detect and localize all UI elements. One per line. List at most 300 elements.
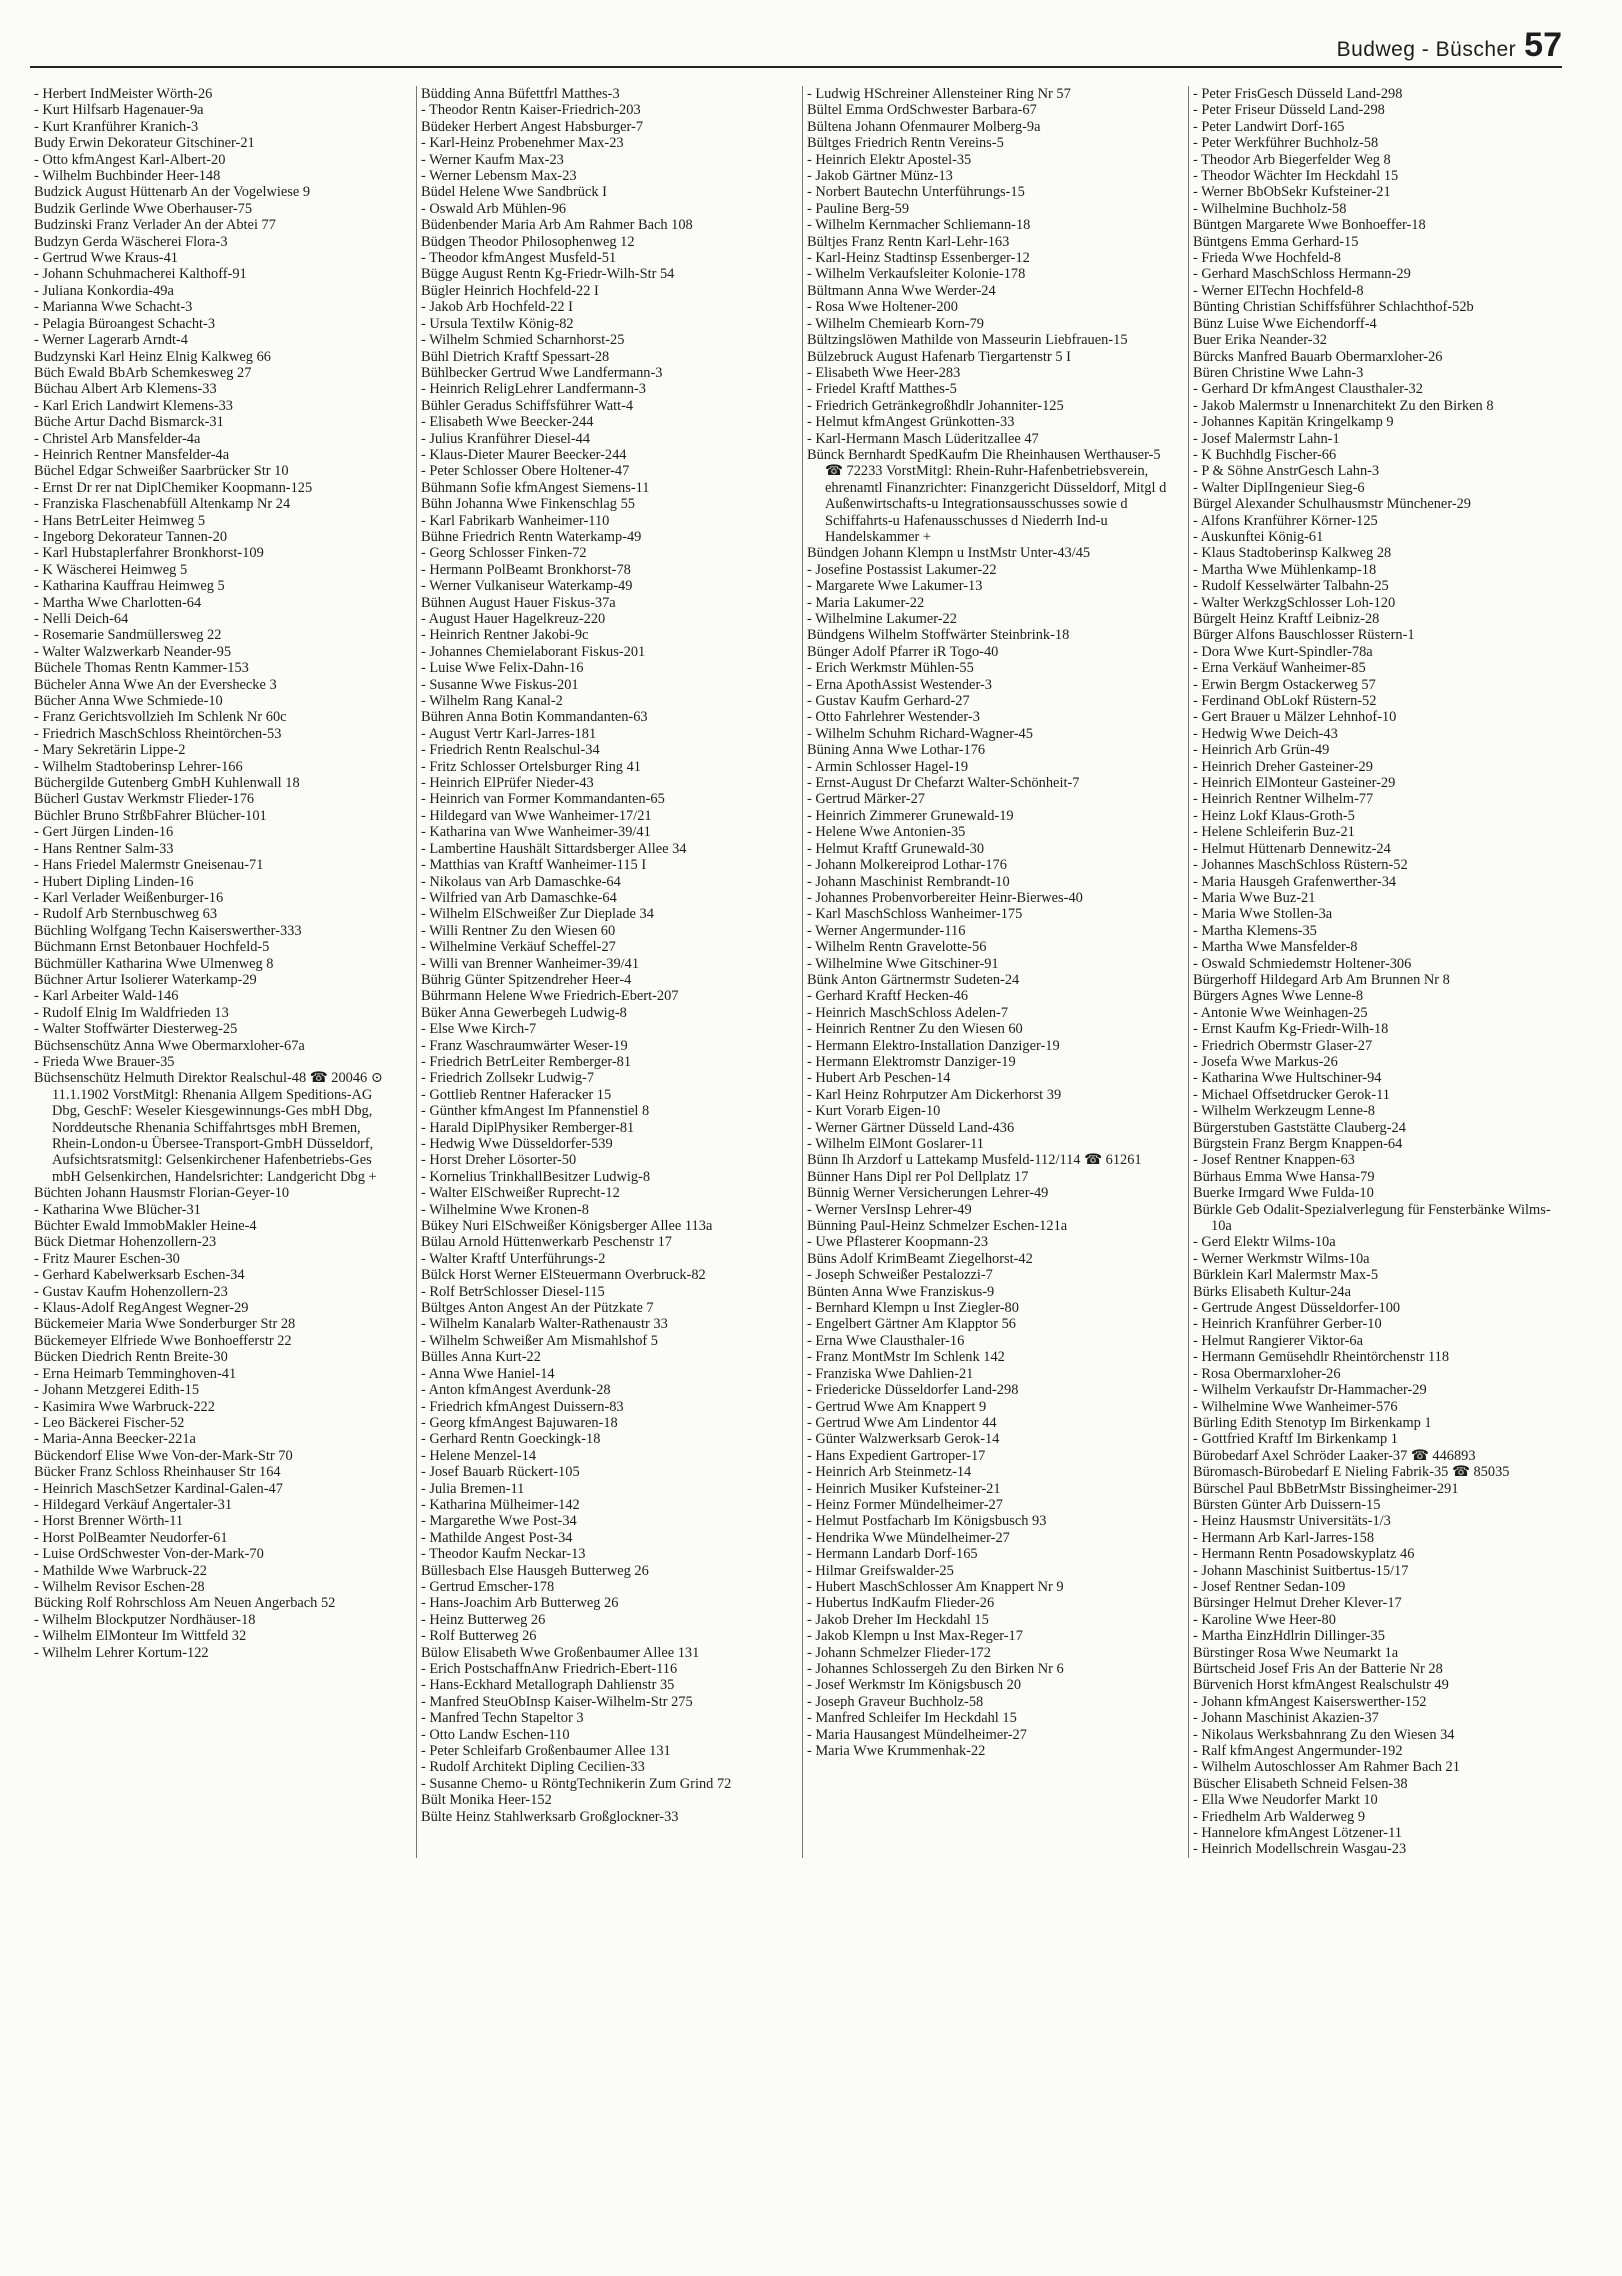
directory-entry: Bünck Bernhardt SpedKaufm Die Rheinhausen Werthauser-5 ☎ 72233 VorstMitgl: Rhein-Ruhr-Hafenbetriebsverein, ehrenamtl Finanzrichter: Finanzgericht Düsseldorf, Mitgl d Außenwirtschafts-u Integrationsausschusses sowie d Schiffahrts-u Hafenausschusses d Niederrh Ind-u Handelskammer + [807,446,1167,545]
directory-entry: - Nikolaus van Arb Damaschke-64 [421,873,621,890]
directory-entry: Bülte Heinz Stahlwerksarb Großglockner-33 [421,1808,679,1825]
directory-entry: Büchling Wolfgang Techn Kaiserswerther-333 [34,922,302,939]
directory-entry: - Maria-Anna Beecker-221a [34,1431,196,1448]
directory-entry: - Gertrud Märker-27 [807,791,925,808]
directory-entry: - Franz Gerichtsvollzieh Im Schlenk Nr 60c [34,709,287,726]
directory-entry: - Mathilde Angest Post-34 [421,1529,573,1546]
directory-entry: - Hubert Arb Peschen-14 [807,1070,951,1087]
directory-entry: Büchau Albert Arb Klemens-33 [34,381,217,398]
directory-entry: - Hermann Gemüsehdlr Rheintörchenstr 118 [1193,1349,1450,1366]
directory-entry: - Josef Rentner Knappen-63 [1193,1152,1355,1169]
directory-entry: Bühmann Sofie kfmAngest Siemens-11 [421,479,650,496]
directory-entry: - Wilhelmine Wwe Wanheimer-576 [1193,1398,1398,1415]
directory-entry: - Kurt Kranführer Kranich-3 [34,118,199,135]
directory-entry: - Heinrich MaschSchloss Adelen-7 [807,1004,1009,1021]
directory-entry: - Friedrich Obermstr Glaser-27 [1193,1037,1373,1054]
directory-entry: - Friedhelm Arb Walderweg 9 [1193,1808,1366,1825]
directory-entry: Bünner Hans Dipl rer Pol Dellplatz 17 [807,1168,1029,1185]
directory-entry: Bürkle Geb Odalit-Spezialverlegung für Fensterbänke Wilms-10a [1193,1201,1551,1235]
directory-entry: - Theodor Arb Biegerfelder Weg 8 [1193,151,1391,168]
directory-entry: - Maria Hausangest Mündelheimer-27 [807,1726,1027,1743]
directory-entry: Bücheler Anna Wwe An der Evershecke 3 [34,676,277,693]
directory-entry: Bülow Elisabeth Wwe Großenbaumer Allee 131 [421,1644,700,1661]
directory-entry: - Franziska Wwe Dahlien-21 [807,1365,974,1382]
directory-column-1 [30,86,404,1858]
directory-entry: - Jakob Klempn u Inst Max-Reger-17 [807,1628,1023,1645]
directory-entry: Büdgen Theodor Philosophenweg 12 [421,233,635,250]
directory-entry: - Jakob Dreher Im Heckdahl 15 [807,1611,989,1628]
directory-entry: Büchter Ewald ImmobMakler Heine-4 [34,1218,257,1235]
directory-entry: - Gertrude Angest Düsseldorfer-100 [1193,1300,1401,1317]
directory-column-3 [802,86,1176,1858]
directory-entry: Bühn Johanna Wwe Finkenschlag 55 [421,496,635,513]
directory-entry: - Johannes Probenvorbereiter Heinr-Bierwes-40 [807,889,1083,906]
directory-entry: - Wilhelmine Lakumer-22 [807,611,957,627]
directory-entry: Budzyn Gerda Wäscherei Flora-3 [34,233,228,250]
directory-entry: - Fritz Schlosser Ortelsburger Ring 41 [421,758,641,775]
directory-entry: Bückemeyer Elfriede Wwe Bonhoefferstr 22 [34,1332,292,1349]
directory-entry: - Hermann PolBeamt Bronkhorst-78 [421,561,631,578]
directory-entry: - Erna ApothAssist Westender-3 [807,676,992,693]
directory-entry: - Karl Erich Landwirt Klemens-33 [34,397,234,414]
directory-entry: - Johannes Kapitän Kringelkamp 9 [1193,414,1394,431]
directory-entry: - Peter Werkführer Buchholz-58 [1193,135,1379,152]
directory-entry: Bürvenich Horst kfmAngest Realschulstr 49 [1193,1677,1449,1694]
directory-entry: - Hedwig Wwe Düsseldorfer-539 [421,1136,613,1152]
directory-entry: - Kornelius TrinkhallBesitzer Ludwig-8 [421,1168,651,1185]
directory-entry: Büchsenschütz Anna Wwe Obermarxloher-67a [34,1037,305,1054]
directory-entry: Büchsenschütz Helmuth Direktor Realschul-48 ☎ 20046 ⊙ 11.1.1902 VorstMitgl: Rhenania Allgem Speditions-AG Dbg, GeschF: Weseler Kiesgewinnungs-Ges mbH Dbg, Norddeutsche Rhenania Schiffahrtsges mbH Bremen, Rhein-London-u Übersee-Transport-GmbH Düsseldorf, Aufsichtsratsmitgl: Gelsenkirchener Hafenbetriebs-Ges mbH Gelsenkirchen, Handelsrichter: Landgericht Dbg + [34,1070,383,1185]
directory-entry: - Rudolf Architekt Dipling Cecilien-33 [421,1759,645,1776]
directory-entry: - Johann Maschinist Rembrandt-10 [807,873,1010,890]
directory-entry: - Antonie Wwe Weinhagen-25 [1193,1004,1368,1021]
directory-entry: Bürgerstuben Gaststätte Clauberg-24 [1193,1119,1406,1136]
directory-entry: Bülzebruck August Hafenarb Tiergartenstr 5 I [807,348,1071,365]
directory-entry: - Michael Offsetdrucker Gerok-11 [1193,1086,1390,1103]
directory-entry: - Rosa Wwe Holtener-200 [807,299,958,316]
directory-entry: - Johann Schuhmacherei Kalthoff-91 [34,266,247,283]
directory-entry: - Maria Lakumer-22 [807,594,925,611]
directory-entry: - Gerhard MaschSchloss Hermann-29 [1193,266,1411,283]
directory-entry: - Leo Bäckerei Fischer-52 [34,1414,185,1431]
directory-entry: - Bernhard Klempn u Inst Ziegler-80 [807,1300,1019,1317]
directory-entry: - Walter WerkzgSchlosser Loh-120 [1193,594,1396,611]
directory-entry: - Katharina Wwe Hultschiner-94 [1193,1070,1382,1087]
directory-entry: - Josefine Postassist Lakumer-22 [807,561,997,578]
directory-entry: - Heinrich Rentner Mansfelder-4a [34,446,230,463]
directory-entry: Bücken Diedrich Rentn Breite-30 [34,1349,228,1366]
directory-entry: - Wilfried van Arb Damaschke-64 [421,889,617,906]
directory-entry: Bültges Anton Angest An der Pützkate 7 [421,1300,654,1317]
directory-entry: - Johannes Chemielaborant Fiskus-201 [421,643,646,660]
directory-entry: - Ludwig HSchreiner Allensteiner Ring Nr 57 [807,86,1071,102]
directory-entry: Bültzingslöwen Mathilde von Masseurin Liebfrauen-15 [807,332,1128,349]
directory-entry: - Heinrich Dreher Gasteiner-29 [1193,758,1373,775]
directory-entry: - Kurt Hilfsarb Hagenauer-9a [34,102,204,119]
directory-entry: Büntgens Emma Gerhard-15 [1193,233,1359,250]
directory-entry: - Hedwig Wwe Deich-43 [1193,725,1338,742]
directory-entry: - Wilhelm ElMont Goslarer-11 [807,1136,984,1152]
directory-entry: Bürsinger Helmut Dreher Klever-17 [1193,1595,1402,1612]
directory-entry: - Maria Hausgeh Grafenwerther-34 [1193,873,1397,890]
directory-entry: - Josef Malermstr Lahn-1 [1193,430,1340,447]
directory-entry: Bürklein Karl Malermstr Max-5 [1193,1267,1379,1284]
directory-entry: - Hubertus IndKaufm Flieder-26 [807,1595,995,1612]
directory-entry: - Dora Wwe Kurt-Spindler-78a [1193,643,1373,660]
directory-entry: Bültges Friedrich Rentn Vereins-5 [807,135,1004,152]
directory-entry: - Christel Arb Mansfelder-4a [34,430,201,447]
directory-entry: - Heinrich Arb Steinmetz-14 [807,1464,972,1481]
directory-entry: Bürcks Manfred Bauarb Obermarxloher-26 [1193,348,1443,365]
directory-entry: - Martha Klemens-35 [1193,922,1317,939]
directory-entry: - Rudolf Arb Sternbuschweg 63 [34,906,218,923]
directory-entry: - Gert Brauer u Mälzer Lehnhof-10 [1193,709,1397,726]
directory-entry: - Georg Schlosser Finken-72 [421,545,587,562]
directory-entry: - Gertrud Wwe Am Knappert 9 [807,1398,987,1415]
directory-entry: - Walter Stoffwärter Diesterweg-25 [34,1021,238,1038]
directory-entry: - Hans-Joachim Arb Butterweg 26 [421,1595,619,1612]
directory-entry: - Johann Molkereiprod Lothar-176 [807,857,1007,874]
directory-entry: Büllesbach Else Hausgeh Butterweg 26 [421,1562,649,1579]
directory-entry: - Walter DiplIngenieur Sieg-6 [1193,479,1365,496]
directory-entry: - Karl-Heinz Stadtinsp Essenberger-12 [807,250,1030,267]
directory-entry: - Julia Bremen-11 [421,1480,525,1497]
directory-entry: Bügge August Rentn Kg-Friedr-Wilh-Str 54 [421,266,675,283]
directory-entry: Bünn Ih Arzdorf u Lattekamp Musfeld-112/114 ☎ 61261 [807,1152,1142,1169]
directory-entry: Bühlbecker Gertrud Wwe Landfermann-3 [421,364,663,381]
directory-entry: - K Wäscherei Heimweg 5 [34,561,188,578]
directory-entry: - Heinrich Kranführer Gerber-10 [1193,1316,1382,1333]
directory-entry: - Manfred Techn Stapeltor 3 [421,1710,584,1727]
directory-entry: Bühren Anna Botin Kommandanten-63 [421,709,648,726]
directory-entry: - Heinrich Zimmerer Grunewald-19 [807,807,1014,824]
directory-entry: - Karl Heinz Rohrputzer Am Dickerhorst 39 [807,1086,1062,1103]
directory-entry: Büscher Elisabeth Schneid Felsen-38 [1193,1775,1408,1792]
directory-entry: - Johann Metzgerei Edith-15 [34,1382,200,1399]
directory-entry: Büdeker Herbert Angest Habsburger-7 [421,118,644,135]
directory-entry: Bürhaus Emma Wwe Hansa-79 [1193,1168,1375,1185]
directory-entry: - Marianna Wwe Schacht-3 [34,299,193,316]
directory-entry: - Margarete Wwe Lakumer-13 [807,578,983,595]
directory-entry: - Friedrich Getränkegroßhdlr Johanniter-125 [807,397,1064,414]
directory-entry: Budzinski Franz Verlader An der Abtei 77 [34,217,276,234]
directory-entry: - Friedrich Zollsekr Ludwig-7 [421,1070,595,1087]
directory-entry: Bürgstein Franz Bergm Knappen-64 [1193,1136,1403,1152]
directory-entry: - Gertrud Wwe Kraus-41 [34,250,178,267]
directory-entry: Bültel Emma OrdSchwester Barbara-67 [807,102,1037,119]
directory-entry: - Werner VersInsp Lehrer-49 [807,1201,972,1218]
directory-entry: - Erna Wwe Clausthaler-16 [807,1332,965,1349]
directory-entry: - Luise Wwe Felix-Dahn-16 [421,660,584,677]
directory-entry: Bührmann Helene Wwe Friedrich-Ebert-207 [421,988,679,1005]
directory-entry: - Julius Kranführer Diesel-44 [421,430,591,447]
directory-entry: - Gottlieb Rentner Haferacker 15 [421,1086,612,1103]
directory-entry: - Hans Expedient Gartroper-17 [807,1447,986,1464]
directory-entry: - Oswald Arb Mühlen-96 [421,200,567,217]
directory-entry: - Jakob Malermstr u Innenarchitekt Zu den Birken 8 [1193,397,1494,414]
directory-entry: - Theodor Kaufm Neckar-13 [421,1546,586,1563]
directory-entry: Büker Anna Gewerbegeh Ludwig-8 [421,1004,627,1021]
directory-entry: - Hermann Rentn Posadowskyplatz 46 [1193,1546,1415,1563]
directory-entry: - Peter Landwirt Dorf-165 [1193,118,1345,135]
directory-entry: - Günter Walzwerksarb Gerok-14 [807,1431,1000,1448]
directory-entry: - Gerhard Rentn Goeckingk-18 [421,1431,601,1448]
directory-entry: - Hermann Elektromstr Danziger-19 [807,1053,1016,1070]
directory-entry: - Karl MaschSchloss Wanheimer-175 [807,906,1023,923]
directory-entry: - Pauline Berg-59 [807,200,910,217]
directory-entry: - Heinrich ReligLehrer Landfermann-3 [421,381,646,398]
directory-entry: - Frieda Wwe Hochfeld-8 [1193,250,1341,267]
directory-entry: - Lambertine Haushält Sittardsberger Allee 34 [421,840,687,857]
directory-entry: - Anton kfmAngest Averdunk-28 [421,1382,611,1399]
directory-entry: Bültena Johann Ofenmaurer Molberg-9a [807,118,1041,135]
directory-entry: - Heinrich ElMonteur Gasteiner-29 [1193,775,1396,792]
directory-entry: - Peter FrisGesch Düsseld Land-298 [1193,86,1403,102]
directory-entry: Buer Erika Neander-32 [1193,332,1327,349]
directory-entry: - Peter Schlosser Obere Holtener-47 [421,463,630,480]
directory-entry: - Hilmar Greifswalder-25 [807,1562,954,1579]
directory-entry: - Heinz Butterweg 26 [421,1611,546,1628]
directory-entry: - Klaus-Dieter Maurer Beecker-244 [421,446,627,463]
directory-entry: - Wilhelm Rang Kanal-2 [421,693,563,710]
directory-entry: Büchel Edgar Schweißer Saarbrücker Str 10 [34,463,289,480]
directory-entry: Bürobedarf Axel Schröder Laaker-37 ☎ 446893 [1193,1447,1476,1464]
directory-entry: Büdel Helene Wwe Sandbrück I [421,184,607,201]
directory-entry: - Ursula Textilw König-82 [421,315,574,332]
directory-entry: - Rolf Butterweg 26 [421,1628,537,1645]
directory-entry: - Juliana Konkordia-49a [34,282,174,299]
directory-entry: - Jakob Arb Hochfeld-22 I [421,299,573,316]
directory-entry: - Gerhard Dr kfmAngest Clausthaler-32 [1193,381,1423,398]
directory-entry: Bülles Anna Kurt-22 [421,1349,541,1366]
directory-entry: Büch Ewald BbArb Schemkesweg 27 [34,364,252,381]
directory-entry: - Wilhelm Buchbinder Heer-148 [34,168,221,185]
directory-entry: - Walter Kraftf Unterführungs-2 [421,1250,606,1267]
directory-entry: - Helmut Rangierer Viktor-6a [1193,1332,1364,1349]
directory-entry: - Gottfried Kraftf Im Birkenkamp 1 [1193,1431,1399,1448]
directory-entry: - Helene Menzel-14 [421,1447,537,1464]
directory-entry: - Karl Fabrikarb Wanheimer-110 [421,512,610,529]
directory-entry: - Walter Walzwerkarb Neander-95 [34,643,232,660]
directory-entry: - Wilhelm Schmied Scharnhorst-25 [421,332,625,349]
directory-entry: - Hildegard van Wwe Wanheimer-17/21 [421,807,652,824]
directory-entry: Budzick August Hüttenarb An der Vogelwiese 9 [34,184,311,201]
directory-entry: - Auskunftei König-61 [1193,528,1324,545]
directory-entry: Bühne Friedrich Rentn Waterkamp-49 [421,528,642,545]
directory-entry: - Otto Landw Eschen-110 [421,1726,570,1743]
directory-entry: Büchler Bruno StrßbFahrer Blücher-101 [34,807,267,824]
directory-entry: - Horst Brenner Wörth-11 [34,1513,184,1530]
directory-entry: - Gerd Elektr Wilms-10a [1193,1234,1336,1251]
directory-entry: - Wilhelm Werkzeugm Lenne-8 [1193,1103,1375,1120]
directory-entry: Bürks Elisabeth Kultur-24a [1193,1283,1351,1300]
directory-entry: Bürgerhoff Hildegard Arb Am Brunnen Nr 8 [1193,971,1450,988]
directory-entry: Bügler Heinrich Hochfeld-22 I [421,282,599,299]
directory-entry: Bürling Edith Stenotyp Im Birkenkamp 1 [1193,1414,1432,1431]
directory-entry: - Wilhelm Lehrer Kortum-122 [34,1644,209,1661]
directory-entry: - Erna Verkäuf Wanheimer-85 [1193,660,1366,677]
directory-entry: - Rolf BetrSchlosser Diesel-115 [421,1283,605,1300]
directory-entry: - Uwe Pflasterer Koopmann-23 [807,1234,989,1251]
directory-entry: - Ferdinand ObLokf Rüstern-52 [1193,693,1377,710]
running-title: Budweg - Büscher [1336,38,1517,61]
directory-entry: Bünnig Werner Versicherungen Lehrer-49 [807,1185,1049,1202]
directory-entry: - Josef Werkmstr Im Königsbusch 20 [807,1677,1022,1694]
directory-entry: - Hans Friedel Malermstr Gneisenau-71 [34,857,264,874]
directory-entry: - Heinz Former Mündelheimer-27 [807,1496,1003,1513]
directory-entry: - Horst Dreher Lösorter-50 [421,1152,577,1169]
directory-entry: - Werner Gärtner Düsseld Land-436 [807,1119,1015,1136]
directory-entry: Bücherl Gustav Werkmstr Flieder-176 [34,791,255,808]
directory-entry: - Ingeborg Dekorateur Tannen-20 [34,528,228,545]
directory-entry: - Heinrich Arb Grün-49 [1193,742,1330,759]
directory-entry: - Ralf kfmAngest Angermunder-192 [1193,1743,1403,1760]
directory-entry: Bünting Christian Schiffsführer Schlachthof-52b [1193,299,1474,316]
directory-entry: Bückemeier Maria Wwe Sonderburger Str 28 [34,1316,296,1333]
directory-entry: Bükey Nuri ElSchweißer Königsberger Allee 113a [421,1218,713,1235]
directory-entry: - Helene Schleiferin Buz-21 [1193,824,1355,841]
directory-entry: - Gert Jürgen Linden-16 [34,824,174,841]
directory-entry: - Heinrich ElPrüfer Nieder-43 [421,775,594,792]
directory-entry: - Gertrud Wwe Am Lindentor 44 [807,1414,997,1431]
directory-entry: Büns Adolf KrimBeamt Ziegelhorst-42 [807,1250,1033,1267]
directory-entry: - Franz MontMstr Im Schlenk 142 [807,1349,1005,1366]
directory-entry: - August Vertr Karl-Jarres-181 [421,725,597,742]
directory-entry: - Karl Arbeiter Wald-146 [34,988,179,1005]
directory-entry: Büren Christine Wwe Lahn-3 [1193,364,1364,381]
directory-entry: - Willi van Brenner Wanheimer-39/41 [421,955,640,972]
directory-column-2 [416,86,790,1858]
directory-entry: Bücker Franz Schloss Rheinhauser Str 164 [34,1464,281,1481]
directory-entry: Büchmann Ernst Betonbauer Hochfeld-5 [34,939,270,956]
directory-entry: - Heinrich Rentner Jakobi-9c [421,627,589,644]
directory-entry: - Erich Werkmstr Mühlen-55 [807,660,974,677]
directory-entry: - Matthias van Kraftf Wanheimer-115 I [421,857,647,874]
directory-entry: - Klaus-Adolf RegAngest Wegner-29 [34,1300,249,1317]
directory-entry: Bühl Dietrich Kraftf Spessart-28 [421,348,610,365]
directory-entry: - August Hauer Hagelkreuz-220 [421,611,606,627]
directory-entry: - Helmut Postfacharb Im Königsbusch 93 [807,1513,1047,1530]
directory-entry: - Martha EinzHdlrin Dillinger-35 [1193,1628,1385,1645]
directory-entry: - Wilhelmine Wwe Gitschiner-91 [807,955,999,972]
directory-entry: - Wilhelmine Wwe Kronen-8 [421,1201,589,1218]
directory-entry: Bürger Alfons Bauschlosser Rüstern-1 [1193,627,1415,644]
directory-entry: Buerke Irmgard Wwe Fulda-10 [1193,1185,1374,1202]
directory-entry: - Luise OrdSchwester Von-der-Mark-70 [34,1546,264,1563]
directory-entry: - Rosa Obermarxloher-26 [1193,1365,1341,1382]
directory-entry: - Heinrich Rentner Wilhelm-77 [1193,791,1374,808]
directory-entry: - Rosemarie Sandmüllersweg 22 [34,627,222,644]
directory-entry: - Friedrich kfmAngest Duissern-83 [421,1398,624,1415]
directory-columns [30,86,1562,1858]
directory-entry: - Wilhelmine Buchholz-58 [1193,200,1347,217]
directory-entry: - Heinrich Rentner Zu den Wiesen 60 [807,1021,1023,1038]
directory-entry: - Alfons Kranführer Körner-125 [1193,512,1378,529]
directory-entry: Bündgen Johann Klempn u InstMstr Unter-43/45 [807,545,1091,562]
directory-entry: Bürgers Agnes Wwe Lenne-8 [1193,988,1364,1005]
directory-entry: - Martha Wwe Mühlenkamp-18 [1193,561,1377,578]
directory-entry: - Wilhelm Schuhm Richard-Wagner-45 [807,725,1033,742]
directory-entry: - P & Söhne AnstrGesch Lahn-3 [1193,463,1380,480]
directory-entry: - Heinrich MaschSetzer Kardinal-Galen-47 [34,1480,283,1497]
directory-entry: - Joseph Graveur Buchholz-58 [807,1693,984,1710]
directory-entry: - Wilhelm Kernmacher Schliemann-18 [807,217,1031,234]
directory-entry: Budzik Gerlinde Wwe Oberhauser-75 [34,200,253,217]
directory-entry: - Hermann Arb Karl-Jarres-158 [1193,1529,1375,1546]
directory-entry: - Rudolf Kesselwärter Talbahn-25 [1193,578,1389,595]
directory-entry: - Friedrich MaschSchloss Rheintörchen-53 [34,725,282,742]
directory-entry: - Mary Sekretärin Lippe-2 [34,742,186,759]
directory-entry: - Johann Maschinist Akazien-37 [1193,1710,1379,1727]
directory-entry: - Wilhelm Kanalarb Walter-Rathenaustr 33 [421,1316,668,1333]
running-header [1337,28,1562,68]
directory-entry: - Georg kfmAngest Bajuwaren-18 [421,1414,618,1431]
directory-entry: - Maria Wwe Buz-21 [1193,889,1316,906]
directory-entry: - Maria Wwe Krummenhak-22 [807,1743,986,1760]
directory-entry: - Gustav Kaufm Hohenzollern-23 [34,1283,228,1300]
directory-entry: - Wilhelm Revisor Eschen-28 [34,1578,205,1595]
directory-entry: - Ernst-August Dr Chefarzt Walter-Schönheit-7 [807,775,1080,792]
directory-entry: - Helmut Hüttenarb Dennewitz-24 [1193,840,1391,857]
directory-entry: - Hendrika Wwe Mündelheimer-27 [807,1529,1010,1546]
directory-entry: - Günther kfmAngest Im Pfannenstiel 8 [421,1103,650,1120]
directory-entry: - Josef Bauarb Rückert-105 [421,1464,580,1481]
directory-entry: - Fritz Maurer Eschen-30 [34,1250,180,1267]
page-number: 57 [1524,26,1562,64]
directory-entry: Bühler Geradus Schiffsführer Watt-4 [421,397,634,414]
directory-entry: - Heinrich Elektr Apostel-35 [807,151,972,168]
directory-entry: - Heinz Lokf Klaus-Groth-5 [1193,807,1355,824]
directory-entry: - Friedrich Rentn Realschul-34 [421,742,600,759]
directory-entry: - Gertrud Emscher-178 [421,1578,555,1595]
directory-entry: - Wilhelm Chemiearb Korn-79 [807,315,984,332]
directory-entry: - Hubert MaschSchlosser Am Knappert Nr 9 [807,1578,1064,1595]
directory-entry: - Wilhelm Blockputzer Nordhäuser-18 [34,1611,256,1628]
directory-entry: Bültjes Franz Rentn Karl-Lehr-163 [807,233,1010,250]
directory-entry: - Josefa Wwe Markus-26 [1193,1053,1338,1070]
directory-entry: - Hannelore kfmAngest Lötzener-11 [1193,1825,1402,1842]
directory-entry: - Wilhelm Autoschlosser Am Rahmer Bach 21 [1193,1759,1460,1776]
directory-entry: - K Buchhdlg Fischer-66 [1193,446,1337,463]
directory-entry: Bühnen August Hauer Fiskus-37a [421,594,616,611]
directory-entry: - Gustav Kaufm Gerhard-27 [807,693,970,710]
directory-entry: - Hans BetrLeiter Heimweg 5 [34,512,206,529]
directory-column-4 [1188,86,1562,1858]
directory-entry: - Katharina Mülheimer-142 [421,1496,580,1513]
directory-entry: Bürgelt Heinz Kraftf Leibniz-28 [1193,611,1380,627]
directory-entry: Büchner Artur Isolierer Waterkamp-29 [34,971,257,988]
directory-entry: Bünger Adolf Pfarrer iR Togo-40 [807,643,999,660]
directory-entry: - Heinrich Musiker Kufsteiner-21 [807,1480,1001,1497]
directory-entry: - Joseph Schweißer Pestalozzi-7 [807,1267,993,1284]
directory-entry: - Norbert Bautechn Unterführungs-15 [807,184,1025,201]
directory-entry: - Werner Lebensm Max-23 [421,168,577,185]
directory-entry: - Johann Schmelzer Flieder-172 [807,1644,991,1661]
directory-entry: - Werner ElTechn Hochfeld-8 [1193,282,1364,299]
directory-entry: - Johannes MaschSchloss Rüstern-52 [1193,857,1408,874]
directory-entry: - Margarethe Wwe Post-34 [421,1513,577,1530]
directory-entry: - Theodor Rentn Kaiser-Friedrich-203 [421,102,641,119]
directory-entry: - Nelli Deich-64 [34,611,129,627]
directory-entry: - Peter Friseur Düsseld Land-298 [1193,102,1385,119]
directory-entry: - Susanne Chemo- u RöntgTechnikerin Zum Grind 72 [421,1775,732,1792]
directory-entry: - Karl-Heinz Probenehmer Max-23 [421,135,624,152]
directory-entry: - Wilhelm Stadtoberinsp Lehrer-166 [34,758,243,775]
directory-entry: Bürgel Alexander Schulhausmstr Münchener-29 [1193,496,1472,513]
directory-entry: Budy Erwin Dekorateur Gitschiner-21 [34,135,255,152]
directory-entry: Büchten Johann Hausmstr Florian-Geyer-10 [34,1185,290,1202]
directory-entry: - Katharina Kauffrau Heimweg 5 [34,578,225,595]
